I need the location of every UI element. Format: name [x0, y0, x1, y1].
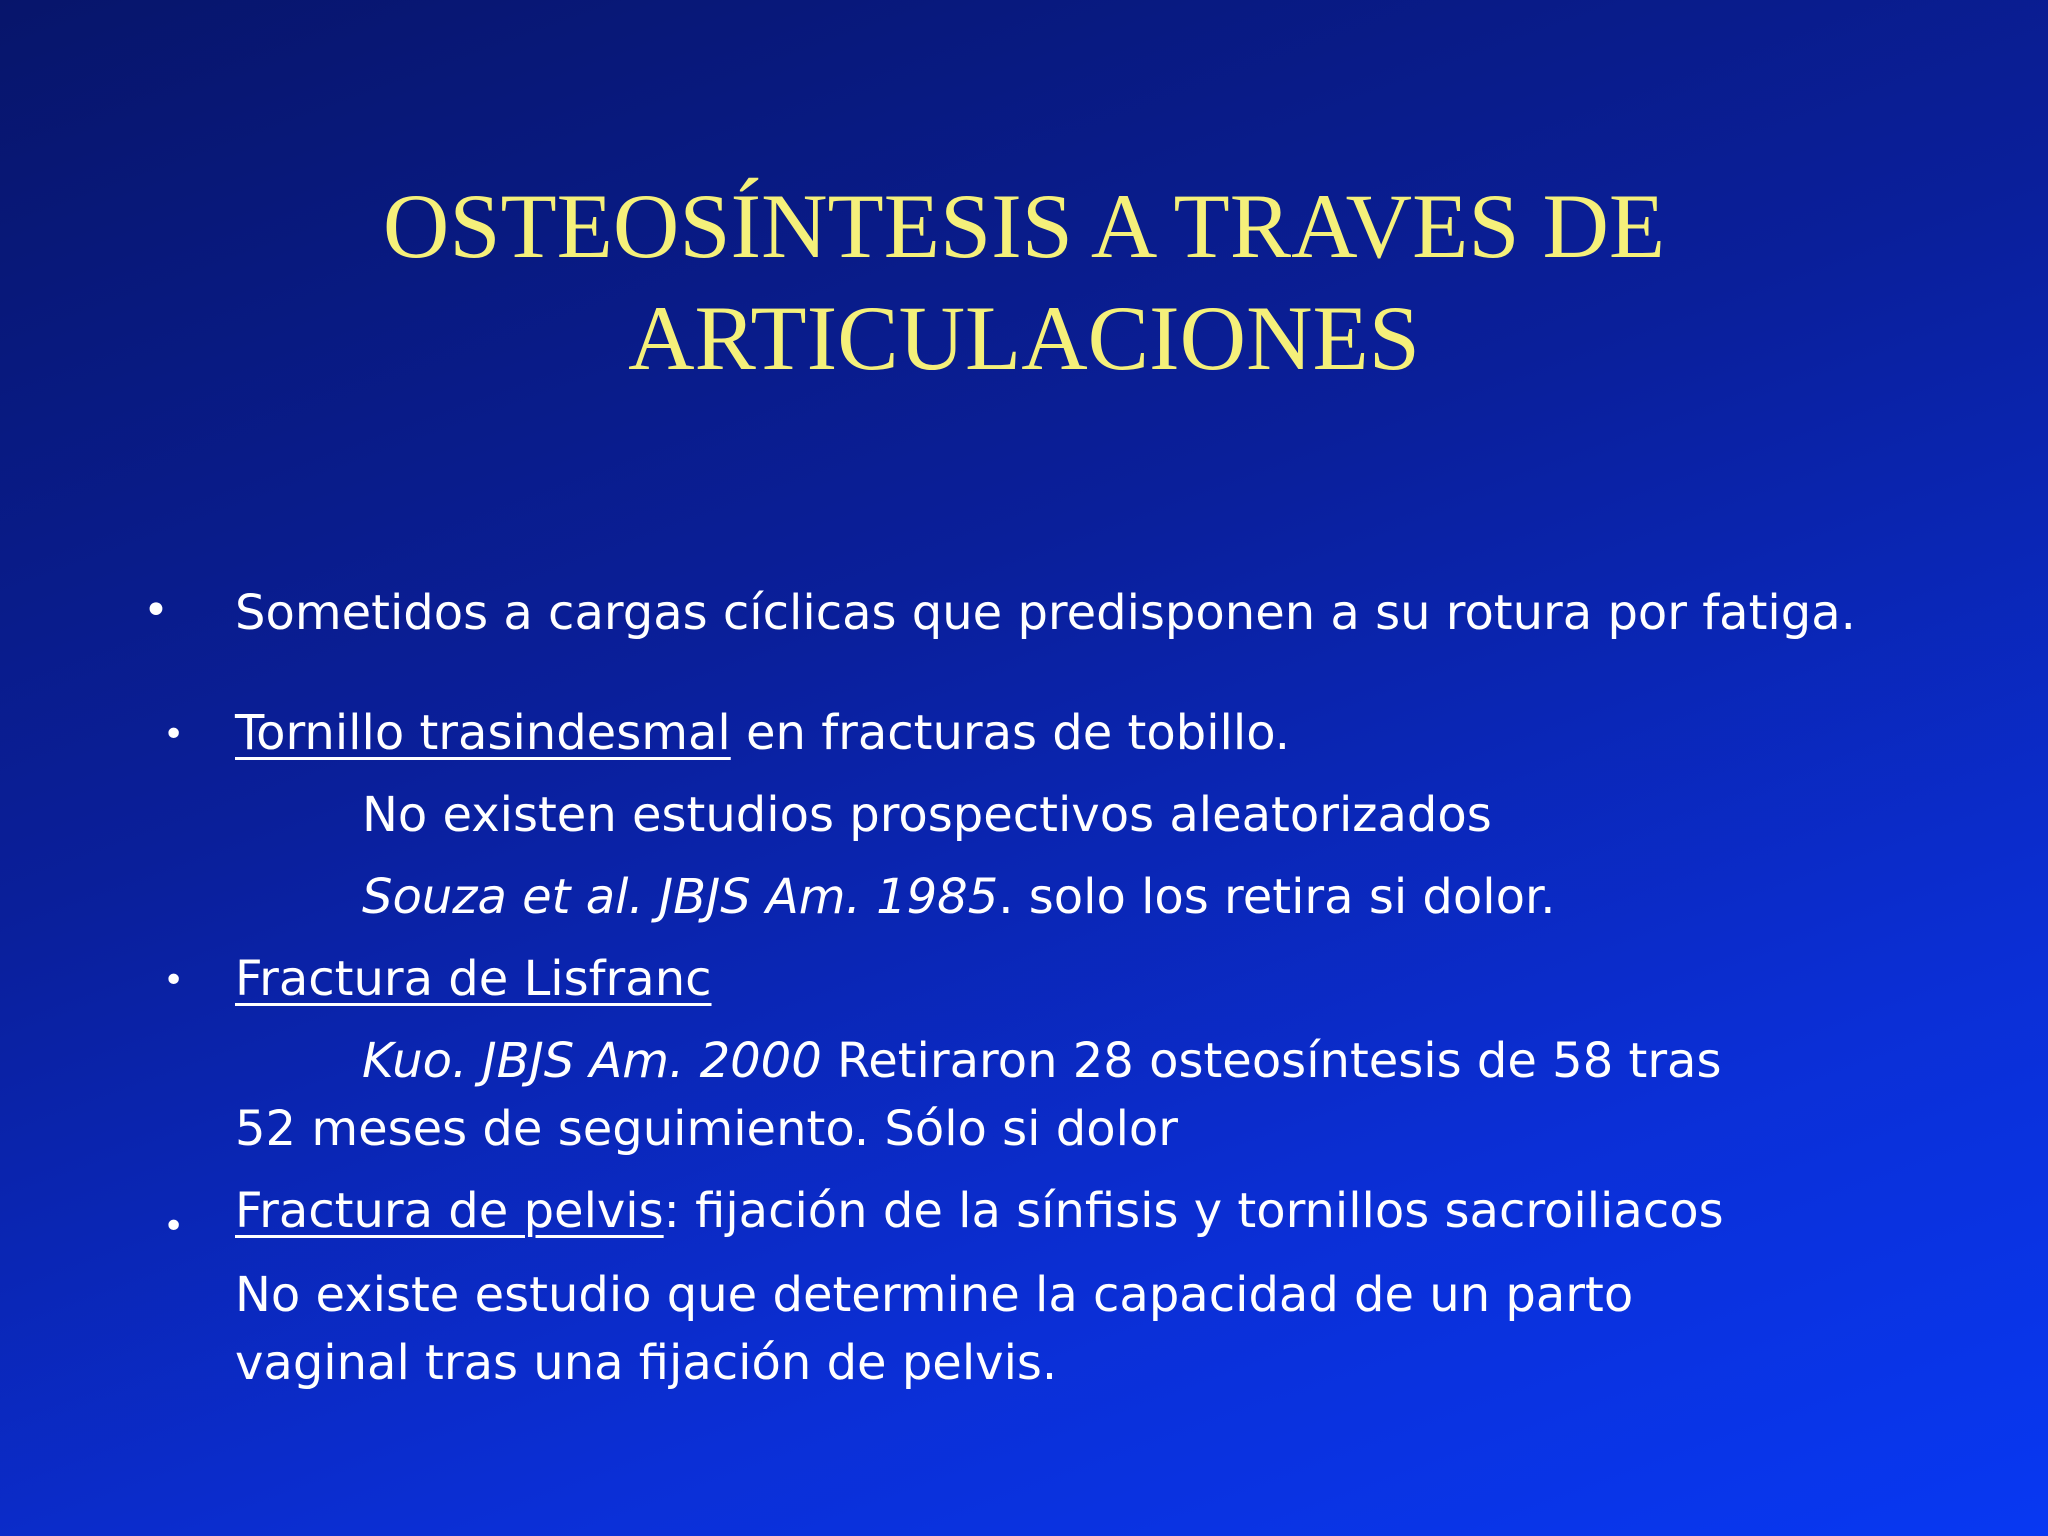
item-4-rest: : fijación de la sínfisis y tornillos sacroiliacos [663, 1183, 1724, 1239]
item-2-sub-2-rest: . solo los retira si dolor. [998, 869, 1556, 925]
bullet-3: • [163, 960, 185, 1001]
item-1-text: Sometidos a cargas cíclicas que predisponen a su rotura por fatiga. [235, 585, 1856, 641]
item-4-text [235, 1183, 1724, 1239]
title-line-1: OSTEOSÍNTESIS A TRAVES DE [382, 175, 1666, 277]
item-3-sub-1 [362, 1033, 1721, 1089]
slide-title [0, 170, 2048, 394]
item-3-sub-1-rest: Retiraron 28 osteosíntesis de 58 tras [821, 1033, 1722, 1089]
item-3-text [235, 951, 712, 1007]
bullet-1: • [143, 585, 169, 636]
item-3-underlined: Fractura de Lisfranc [235, 951, 712, 1007]
bullet-4: • [163, 1206, 185, 1247]
bullet-2: • [163, 714, 185, 755]
item-4-note-1: No existe estudio que determine la capacidad de un parto [235, 1267, 1634, 1323]
item-3-sub-2: 52 meses de seguimiento. Sólo si dolor [235, 1101, 1179, 1157]
item-2-citation: Souza et al. JBJS Am. 1985 [362, 869, 999, 925]
item-2-underlined: Tornillo trasindesmal [235, 705, 731, 761]
title-line-2: ARTICULACIONES [628, 287, 1420, 389]
item-2-sub-2 [362, 869, 1556, 925]
item-3-citation: Kuo. JBJS Am. 2000 [362, 1033, 822, 1089]
item-4-note-2: vaginal tras una fijación de pelvis. [235, 1335, 1058, 1391]
item-2-rest: en fracturas de tobillo. [730, 705, 1290, 761]
item-2-sub-1: No existen estudios prospectivos aleatorizados [362, 787, 1492, 843]
item-2-text [235, 705, 1290, 761]
item-4-underlined: Fractura de pelvis [235, 1183, 664, 1239]
